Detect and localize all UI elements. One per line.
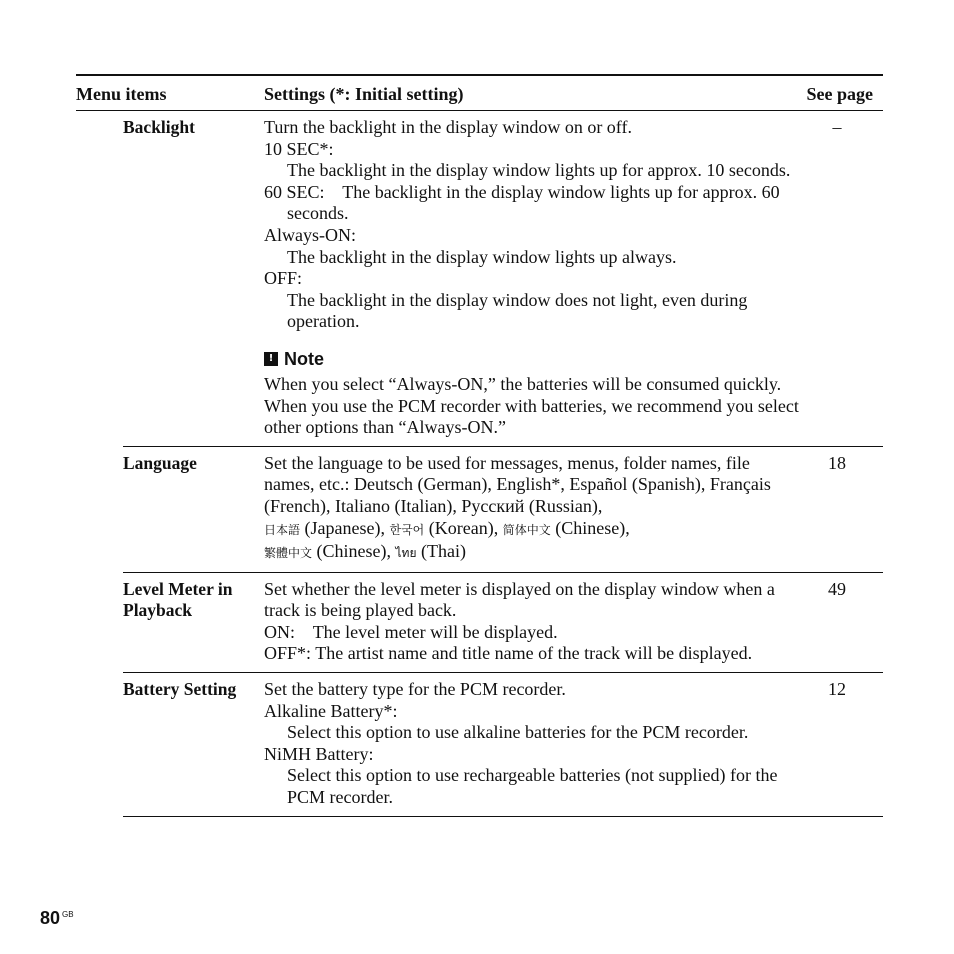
korean-label: (Korean), (424, 517, 503, 538)
option-description: Select this option to use alkaline batteries for the PCM recorder. (287, 722, 749, 743)
traditional-chinese-label: (Chinese), (312, 541, 396, 562)
option-label: OFF*: (264, 643, 312, 664)
option-description: The backlight in the display window lights up always. (287, 246, 677, 267)
settings-text (264, 453, 804, 565)
intro-text: Set the battery type for the PCM recorder. (264, 679, 566, 700)
menu-item-name: Backlight (123, 117, 195, 137)
korean-native: 한국어 (389, 522, 425, 537)
option-label: Alkaline Battery*: (264, 700, 398, 721)
table-header (76, 76, 883, 111)
intro-text: Set whether the level meter is displayed on the display window when a track is being played back. (264, 578, 775, 621)
language-list: Set the language to be used for messages, menus, folder names, file names, etc.: Deutsch (German), English*, Español (Spanish), Français (French), Italiano (Italian), Русский (Russian), (264, 452, 771, 516)
simplified-chinese-native: 简体中文 (502, 522, 551, 537)
region-code: GB (62, 910, 74, 919)
japanese-native: 日本語 (264, 522, 301, 537)
option-description: The backlight in the display window lights up for approx. 60 seconds. (287, 181, 780, 224)
settings-text (264, 579, 804, 665)
page-number: 80 (40, 908, 61, 928)
option-description: The backlight in the display window does not light, even during operation. (287, 289, 748, 332)
language-list-native-1 (264, 518, 804, 542)
header-menu-items: Menu items (76, 84, 167, 104)
settings-text (264, 117, 804, 439)
header-settings: Settings (*: Initial setting) (264, 84, 464, 104)
row-level-meter (123, 573, 883, 673)
see-page-value: – (832, 117, 842, 137)
option-label: 60 SEC: (264, 181, 325, 202)
option-label: ON: (264, 621, 295, 642)
row-language (123, 447, 883, 573)
see-page-value: 12 (828, 679, 846, 700)
traditional-chinese-native: 繁體中文 (264, 546, 313, 561)
simplified-chinese-label: (Chinese), (550, 517, 630, 538)
see-page-value: 49 (828, 578, 846, 599)
option-description: The level meter will be displayed. (312, 621, 558, 642)
settings-table (76, 74, 883, 817)
row-backlight (123, 111, 883, 447)
menu-item-name: Battery Setting (123, 679, 237, 700)
option-label: OFF: (264, 268, 303, 289)
thai-native: ไทย (395, 546, 417, 561)
note-heading (264, 348, 804, 370)
note-text: When you select “Always-ON,” the batteries will be consumed quickly. When you use the PCM recorder with batteries, we recommend you select other options than “Always-ON.” (264, 373, 799, 438)
note-icon: ! (264, 352, 278, 366)
see-page-value: 18 (828, 452, 846, 473)
japanese-label: (Japanese), (300, 517, 390, 538)
option-line (264, 182, 804, 225)
option-label: Always-ON: (264, 224, 356, 245)
language-list-native-2 (264, 541, 804, 565)
note-title: Note (284, 348, 324, 369)
option-description: The backlight in the display window lights up for approx. 10 seconds. (287, 160, 791, 181)
page-footer (40, 908, 74, 929)
intro-text: Turn the backlight in the display window on or off. (264, 117, 632, 137)
settings-text (264, 679, 804, 809)
option-line (264, 643, 804, 665)
option-description: Select this option to use rechargeable batteries (not supplied) for the PCM recorder. (287, 765, 778, 808)
option-line (264, 622, 804, 644)
menu-item-name: Language (123, 452, 197, 473)
menu-item-name: Level Meter in Playback (123, 578, 233, 620)
option-label: NiMH Battery: (264, 743, 374, 764)
thai-label: (Thai) (416, 541, 466, 562)
option-label: 10 SEC*: (264, 138, 334, 159)
option-description: The artist name and title name of the track will be displayed. (315, 643, 753, 664)
row-battery-setting (123, 673, 883, 817)
header-see-page: See page (806, 84, 873, 104)
